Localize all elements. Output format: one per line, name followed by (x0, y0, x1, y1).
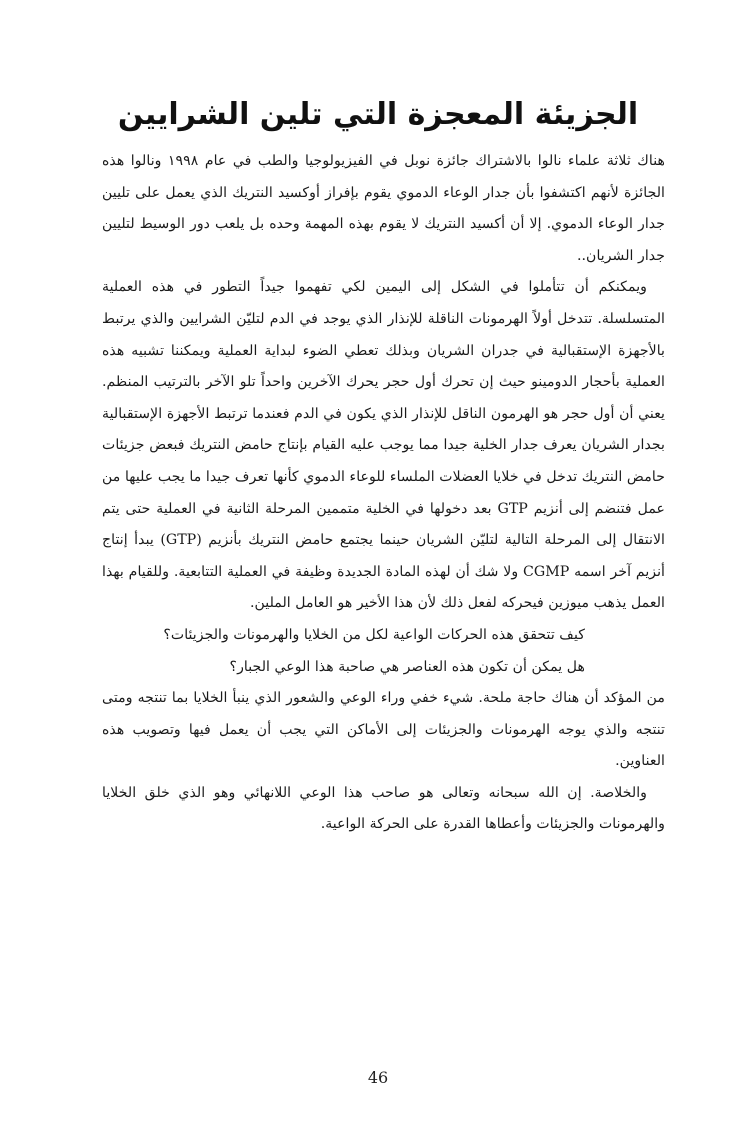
question-1: كيف تتحقق هذه الحركات الواعية لكل من الخلايا والهرمونات والجزيئات؟ (163, 626, 585, 643)
question-2: هل يمكن أن تكون هذه العناصر هي صاحبة هذا الوعي الجبار؟ (229, 658, 585, 675)
page-title: الجزيئة المعجزة التي تلين الشرايين (117, 97, 639, 133)
paragraph-certainty: من المؤكد أن هناك حاجة ملحة. شيء خفي وراء الوعي والشعور الذي ينبأ الخلايا بما تنتجه ومتى تنتجه والذي يوجه الهرمونات والجزيئات إلى الأماكن التي يجب أن يعمل فيها وتصويب هذه العناوين. (102, 690, 665, 770)
paragraph-intro: هناك ثلاثة علماء نالوا بالاشتراك جائزة نوبل في الفيزيولوجيا والطب في عام ١٩٩٨ ونالوا هذه الجائزة لأنهم اكتشفوا بأن جدار الوعاء الدموي يقوم بإفراز أوكسيد النتريك الذي يعمل على تليين جدار الوعاء الدموي. إلا أن أكسيد النتريك لا يقوم بهذه المهمة وحده بل يلعب دور الوسيط لتليين جدار الشريان.. (102, 153, 665, 264)
page-number: 46 (367, 1068, 389, 1087)
body-text (102, 146, 665, 841)
paragraph-conclusion: والخلاصة. إن الله سبحانه وتعالى هو صاحب هذا الوعي اللانهائي وهو الذي خلق الخلايا والهرمونات والجزيئات وأعطاها القدرة على الحركة الواعية. (102, 784, 665, 833)
paragraph-process: ويمكنكم أن تتأملوا في الشكل إلى اليمين لكي تفهموا جيداً التطور في هذه العملية المتسلسلة. تتدخل أولاً الهرمونات الناقلة للإنذار الذي يوجد في الدم لتليّن الشرايين والذي يرتبط بالأجهزة الإستقبالية في جدران الشريان وبذلك تعطي الضوء لبداية العملية ويمكننا تشبيه هذه العملية بأحجار الدومينو حيث إن تحرك أول حجر يحرك الآخرين واحداً تلو الآخر بالترتيب المنظم. يعني أن أول حجر هو الهرمون الناقل للإنذار الذي يكون في الدم فعندما ترتبط الأجهزة الإستقبالية بجدار الشريان يعرف جدار الخلية جيدا مما يوجب عليه القيام بإنتاج حامض النتريك فبعض جزيئات حامض النتريك تدخل في خلايا العضلات الملساء للوعاء الدموي كأنها تعرف جيدا ما يجب عليها من عمل فتنضم إلى أنزيم GTP بعد دخولها في الخلية متممين المرحلة الثانية في العملية حتى يتم الانتقال إلى المرحلة التالية لتليّن الشريان حينما يجتمع حامض النتريك بأنزيم (GTP) يبدأ إنتاج أنزيم آخر اسمه CGMP ولا شك أن لهذه المادة الجديدة وظيفة في العملية التتابعية. وللقيام بهذا العمل يذهب ميوزين فيحركه لفعل ذلك لأن هذا الأخير هو العامل الملين. (102, 279, 665, 612)
